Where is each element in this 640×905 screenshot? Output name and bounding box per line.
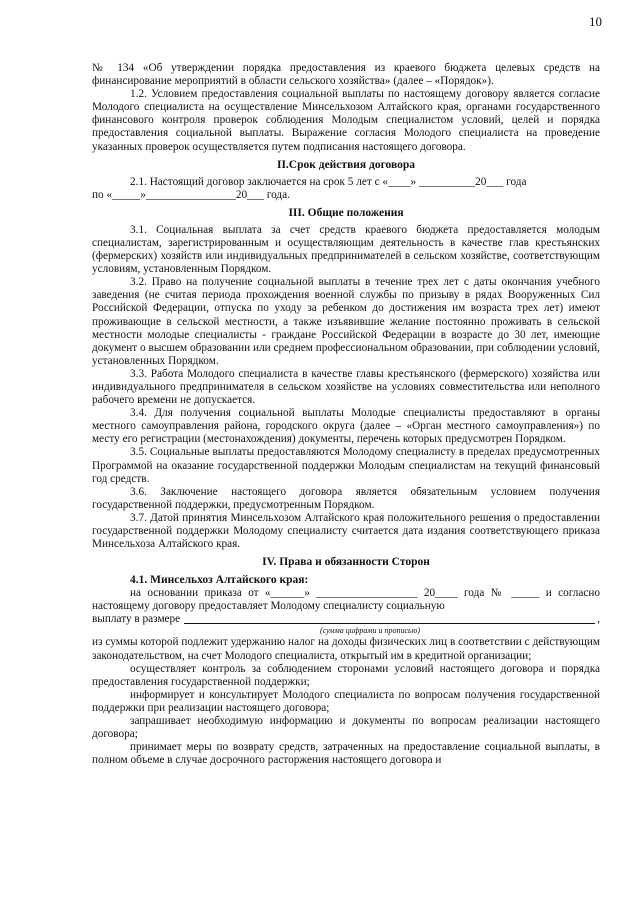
- paragraph-3-3: 3.3. Работа Молодого специалиста в качестве главы крестьянского (фермерского) хозяйства или индивидуального предпринимателя в сельском хозяйстве на условиях совместительства или неполного рабочего времени не допускается.: [92, 367, 600, 407]
- paragraph-3-2: 3.2. Право на получение социальной выплаты в течение трех лет с даты окончания учебного заведения (не считая периода прохождения военной службы по призыву в рядах Вооруженных Сил Российской Федерации, отпуска по уходу за ребенком до достижения им возраста трех лет) имеют проживающие в сельской местности, а также изъявившие желание постоянно проживать в сельской местности молодые специалисты - граждане Российской Федерации в возрасте до 30 лет, имеющие документ о высшем образовании или среднем профессиональном образовании, при соблюдении условий, установленных Порядком.: [92, 276, 600, 367]
- paragraph-4-1-d: осуществляет контроль за соблюдением сторонами условий настоящего договора и порядка предоставления государственной поддержки;: [92, 662, 600, 688]
- amount-comma: ,: [597, 613, 600, 626]
- paragraph-2-1-b: по «_____»________________20___ года.: [92, 188, 290, 201]
- amount-line: [92, 613, 600, 626]
- paragraph-4-1-e: информирует и консультирует Молодого специалиста по вопросам получения государственной поддержки при реализации настоящего договора;: [92, 688, 600, 714]
- paragraph-3-1: 3.1. Социальная выплата за счет средств краевого бюджета предоставляется молодым специалистам, зарегистрированным и осуществляющим деятельность в качестве глав крестьянских (фермерских) хозяйств или индивидуальных предпринимателей в сельском хозяйстве, соответствующим условиям, установленным Порядком.: [92, 223, 600, 276]
- section-2-title: II.Срок действия договора: [276, 158, 415, 171]
- paragraph-intro: № 134 «Об утверждении порядка предоставления из краевого бюджета целевых средств на финансирование мероприятий в области сельского хозяйства» (далее – «Порядок»).: [92, 62, 600, 88]
- paragraph-1-2: 1.2. Условием предоставления социальной выплаты по настоящему договору является согласие Молодого специалиста на осуществление Минсельхозом Алтайского края, органами государственного финансового контроля проверок соблюдения Молодым специалистом условий, целей и порядка предоставления социальной выплаты. Выражение согласия Молодого специалиста на проведение указанных проверок осуществляется путем подписания настоящего договора.: [92, 88, 600, 153]
- page-number: 10: [589, 14, 602, 29]
- paragraph-4-1-g: принимает меры по возврату средств, затраченных на предоставление социальной выплаты, в полном объеме в случае досрочного расторжения настоящего договора и: [92, 741, 600, 767]
- section-3-title: III. Общие положения: [288, 206, 404, 219]
- amount-hint: (сумма цифрами и прописью): [320, 626, 421, 636]
- paragraph-2-1-a: 2.1. Настоящий договор заключается на срок 5 лет с «____» __________20___ года: [130, 175, 527, 188]
- paragraph-3-5: 3.5. Социальные выплаты предоставляются Молодому специалисту в пределах предусмотренных Программой на оказание государственной поддержки Молодым специалистам на текущий финансовый год средств.: [92, 446, 600, 485]
- paragraph-4-1-a: на основании приказа от «______» __________________ 20____ года № _____ и согласно настоящему договору предоставляет Молодому специалисту социальную: [92, 587, 600, 613]
- document-body: [92, 62, 600, 767]
- paragraph-3-4: 3.4. Для получения социальной выплаты Молодые специалисты предоставляют в органы местного самоуправления района, городского округа (далее – «Орган местного самоуправления») по месту его регистрации (местонахождения) документы, перечень которых предусмотрен Порядком.: [92, 407, 600, 446]
- section-4-title: IV. Права и обязанности Сторон: [262, 556, 430, 569]
- amount-label: выплату в размере: [92, 613, 181, 626]
- paragraph-4-1-c: из суммы которой подлежит удержанию налог на доходы физических лиц в соответствии с действующим законодательством, на счет Молодого специалиста, открытый им в кредитной организации;: [92, 636, 600, 662]
- subsection-4-1-title: 4.1. Минсельхоз Алтайского края:: [130, 574, 309, 587]
- amount-blank: [184, 613, 595, 624]
- paragraph-4-1-f: запрашивает необходимую информацию и документы по вопросам реализации настоящего договора;: [92, 715, 600, 741]
- paragraph-3-6: 3.6. Заключение настоящего договора является обязательным условием получения государственной поддержки, предусмотренным Порядком.: [92, 485, 600, 511]
- paragraph-3-7: 3.7. Датой принятия Минсельхозом Алтайского края положительного решения о предоставлении государственной поддержки Молодому специалисту считается дата издания соответствующего приказа Минсельхоза Алтайского края.: [92, 511, 600, 551]
